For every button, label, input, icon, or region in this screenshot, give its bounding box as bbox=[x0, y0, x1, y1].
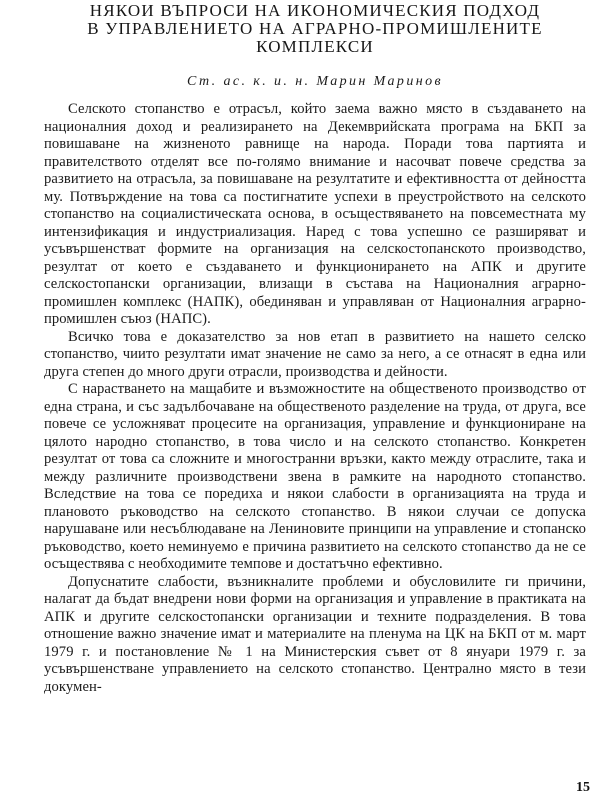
title-line: В УПРАВЛЕНИЕТО НА АГРАРНО-ПРОМИШЛЕНИТЕ bbox=[87, 19, 543, 38]
title-line: КОМПЛЕКСИ bbox=[256, 37, 374, 56]
paragraph: Всичко това е доказателство за нов етап в развитието на нашето селско стопанство, чиито резултати имат значение не само за него, а се отнасят в една или друга степен до много други отрасли, производства и дейности. bbox=[44, 328, 586, 380]
article-body bbox=[44, 101, 586, 696]
page-number: 15 bbox=[576, 780, 590, 795]
article-author: Ст. ас. к. и. н. Марин Маринов bbox=[187, 74, 443, 89]
paragraph: Селското стопанство е отрасъл, който заема важно място в създаването на националния доход и реализирането на Декемврийската програма на БКП за повишаване на жизненото равнище на народа. Поради това партията и правителството отделят все по-голямо внимание и насочват повече средства за развитието на отрасъла, за повишаване на резултатите и ефективността от дейността му. Потвърждение на това са постигнатите успехи в преустройството на селското стопанство на социалистическата основа, в осъществяването на повсеместната му интензификация и индустриализация. Наред с това успешно се разширяват и усъвършенстват формите на организация на селскостопанското производство, резултат от което е създаването и функционирането на АПК и другите селскостопански организации, влизащи в състава на Националния аграрно-промишлен комплекс (НАПК), обединяван и управляван от Националния аграрно-промишлен съюз (НАПС). bbox=[44, 101, 586, 327]
article-title bbox=[44, 0, 586, 56]
title-line: НЯКОИ ВЪПРОСИ НА ИКОНОМИЧЕСКИЯ ПОДХОД bbox=[89, 1, 541, 20]
paragraph: С нарастването на мащабите и възможностите на общественото производство от една страна, и със задълбочаване на общественото разделение на труда, от друга, все повече се усложняват процесите на организация, управление и функциониране на цялото народно стопанство, в това число и на селското стопанство. Конкретен резултат от това са сложните и многостранни връзки, както между отраслите, така и между различните производствени звена в рамките на народното стопанство. Вследствие на това се поредиха и някои слабости в организацията на труда и плановото ръководство на селското стопанство. В някои случаи се допуска нарушаване или несъблюдаване на Лениновите принципи на управление и стопанско ръководство, което неминуемо е причина развитието на селското стопанство да не се осъществява с необходимите темпове и достатъчно ефективно. bbox=[44, 381, 586, 572]
paragraph: Допуснатите слабости, възникналите проблеми и обусловилите ги причини, налагат да бъдат внедрени нови форми на организация и управление в практиката на АПК и другите селскостопански организации и техните подразделения. В това отношение важно значение имат и материалите на пленума на ЦК на БКП от м. март 1979 г. и постановление № 1 на Министерския съвет от 8 януари 1979 г. за усъвършенстване управлението на селското стопанство. Централно място в тези докумен- bbox=[44, 573, 586, 695]
